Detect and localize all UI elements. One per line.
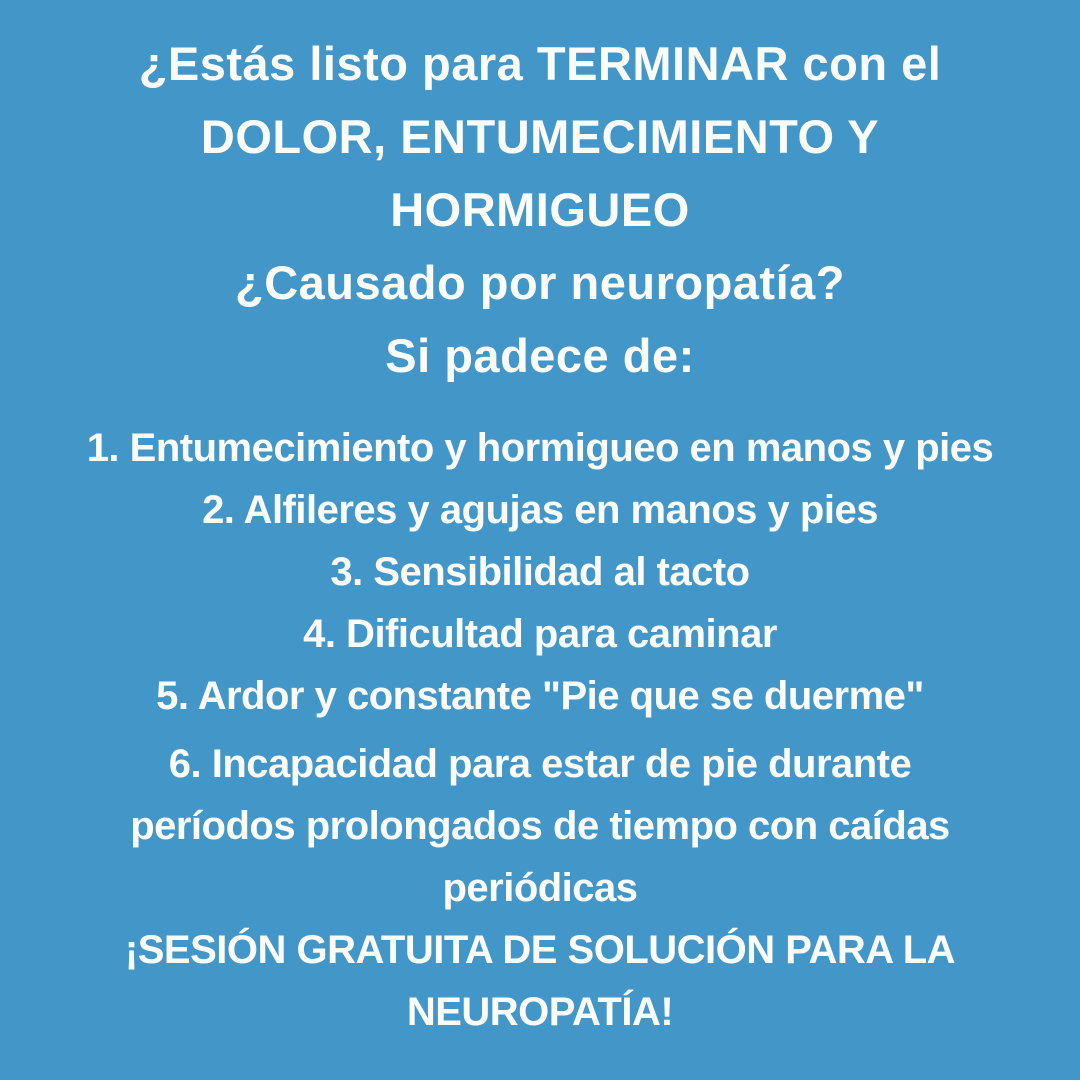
headline-line: HORMIGUEO [390,183,690,236]
symptom-line-1: 1. Entumecimiento y hormigueo en manos y pies [86,426,994,470]
symptom-line-3: 3. Sensibilidad al tacto [330,550,750,594]
symptom-line-5: 5. Ardor y constante "Pie que se duerme" [156,674,924,718]
symptom-line-4: 4. Dificultad para caminar [303,612,777,656]
symptoms-and-cta-block [0,417,1080,1043]
symptom-line-6-wrap-2: periódicas [442,866,638,910]
headline-line: DOLOR, ENTUMECIMIENTO Y [200,110,880,163]
symptom-line-6-wrap-1: períodos prolongados de tiempo con caídas [130,804,950,848]
headline-subline-intro: Si padece de: [385,329,695,382]
cta-line-1: ¡SESIÓN GRATUITA DE SOLUCIÓN PARA LA [124,928,956,972]
cta-line-2: NEUROPATÍA! [406,990,674,1034]
headline-block [0,27,1080,392]
symptom-line-2: 2. Alfileres y agujas en manos y pies [202,488,878,532]
headline-line: ¿Estás listo para TERMINAR con el [138,37,942,90]
symptom-line-6: 6. Incapacidad para estar de pie durante [168,742,912,786]
headline-subline-cause: ¿Causado por neuropatía? [235,256,845,309]
